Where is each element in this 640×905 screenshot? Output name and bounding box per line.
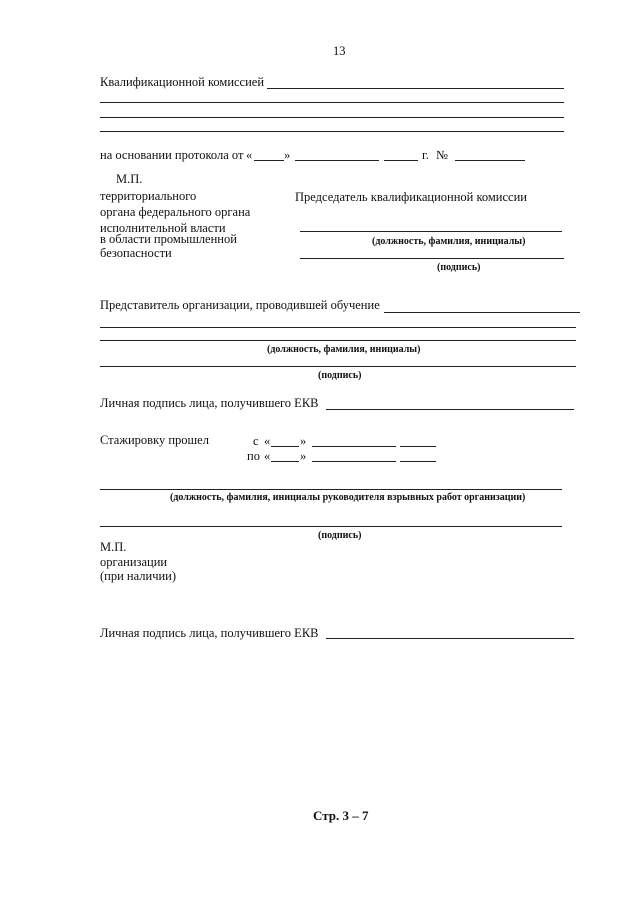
territorial-line: территориального [100, 189, 197, 203]
territorial-line: в области промышленной [100, 232, 237, 246]
chairman-position-caption: (должность, фамилия, инициалы) [372, 236, 526, 247]
territorial-line: органа федерального органа [100, 205, 251, 219]
chairman-signature-field[interactable] [300, 258, 564, 259]
head-blast-signature-field[interactable] [100, 526, 562, 527]
protocol-quote-close: » [284, 148, 291, 162]
commission-field-line[interactable] [100, 117, 564, 118]
internship-to-prefix: по [247, 449, 260, 463]
protocol-day-field[interactable] [254, 160, 284, 161]
internship-from-month-field[interactable] [312, 446, 396, 447]
protocol-year-suffix: г. [422, 148, 429, 162]
head-blast-position-caption: (должность, фамилия, инициалы руководителя взрывных работ организации) [170, 492, 526, 503]
org-stamp-line: (при наличии) [100, 569, 177, 583]
training-org-field-line[interactable] [384, 312, 580, 313]
internship-from-quote-close: » [300, 434, 307, 448]
internship-from-prefix: с [253, 434, 259, 448]
chairman-title: Председатель квалификационной комиссии [295, 190, 527, 204]
internship-from-quote-open: « [264, 434, 271, 448]
internship-from-day-field[interactable] [271, 446, 299, 447]
internship-from-year-field[interactable] [400, 446, 436, 447]
org-stamp-line: организации [100, 555, 168, 569]
protocol-quote-open: « [246, 148, 253, 162]
internship-to-day-field[interactable] [271, 461, 299, 462]
territorial-line: исполнительной власти [100, 221, 226, 235]
footer-page-ref: Стр. 3 – 7 [313, 808, 369, 823]
internship-to-year-field[interactable] [400, 461, 436, 462]
protocol-year-field[interactable] [384, 160, 418, 161]
protocol-month-field[interactable] [295, 160, 379, 161]
personal-signature-field[interactable] [326, 638, 574, 639]
org-mp: М.П. [100, 540, 127, 554]
personal-signature-label: Личная подпись лица, получившего ЕКВ [100, 626, 319, 640]
personal-signature-field[interactable] [326, 409, 574, 410]
protocol-number-field[interactable] [455, 160, 525, 161]
protocol-prefix: на основании протокола от [100, 148, 244, 162]
territorial-mp: М.П. [116, 172, 143, 186]
head-blast-position-field[interactable] [100, 489, 562, 490]
personal-signature-label: Личная подпись лица, получившего ЕКВ [100, 396, 319, 410]
commission-label: Квалификационной комиссией [100, 75, 265, 89]
training-org-position-caption: (должность, фамилия, инициалы) [267, 344, 421, 355]
commission-field-line[interactable] [100, 131, 564, 132]
training-org-field-line[interactable] [100, 340, 576, 341]
territorial-line: безопасности [100, 246, 172, 260]
page-number: 13 [333, 44, 346, 58]
protocol-number-sign: № [436, 148, 448, 162]
internship-to-month-field[interactable] [312, 461, 396, 462]
internship-to-quote-close: » [300, 449, 307, 463]
internship-to-quote-open: « [264, 449, 271, 463]
head-blast-signature-caption: (подпись) [318, 530, 362, 541]
commission-field-line[interactable] [100, 102, 564, 103]
training-org-signature-caption: (подпись) [318, 370, 362, 381]
training-org-field-line[interactable] [100, 327, 576, 328]
training-org-signature-field[interactable] [100, 366, 576, 367]
internship-label: Стажировку прошел [100, 433, 209, 447]
commission-field-line[interactable] [267, 88, 564, 89]
chairman-signature-caption: (подпись) [437, 262, 481, 273]
training-org-label: Представитель организации, проводившей обучение [100, 298, 380, 312]
chairman-position-field[interactable] [300, 231, 562, 232]
